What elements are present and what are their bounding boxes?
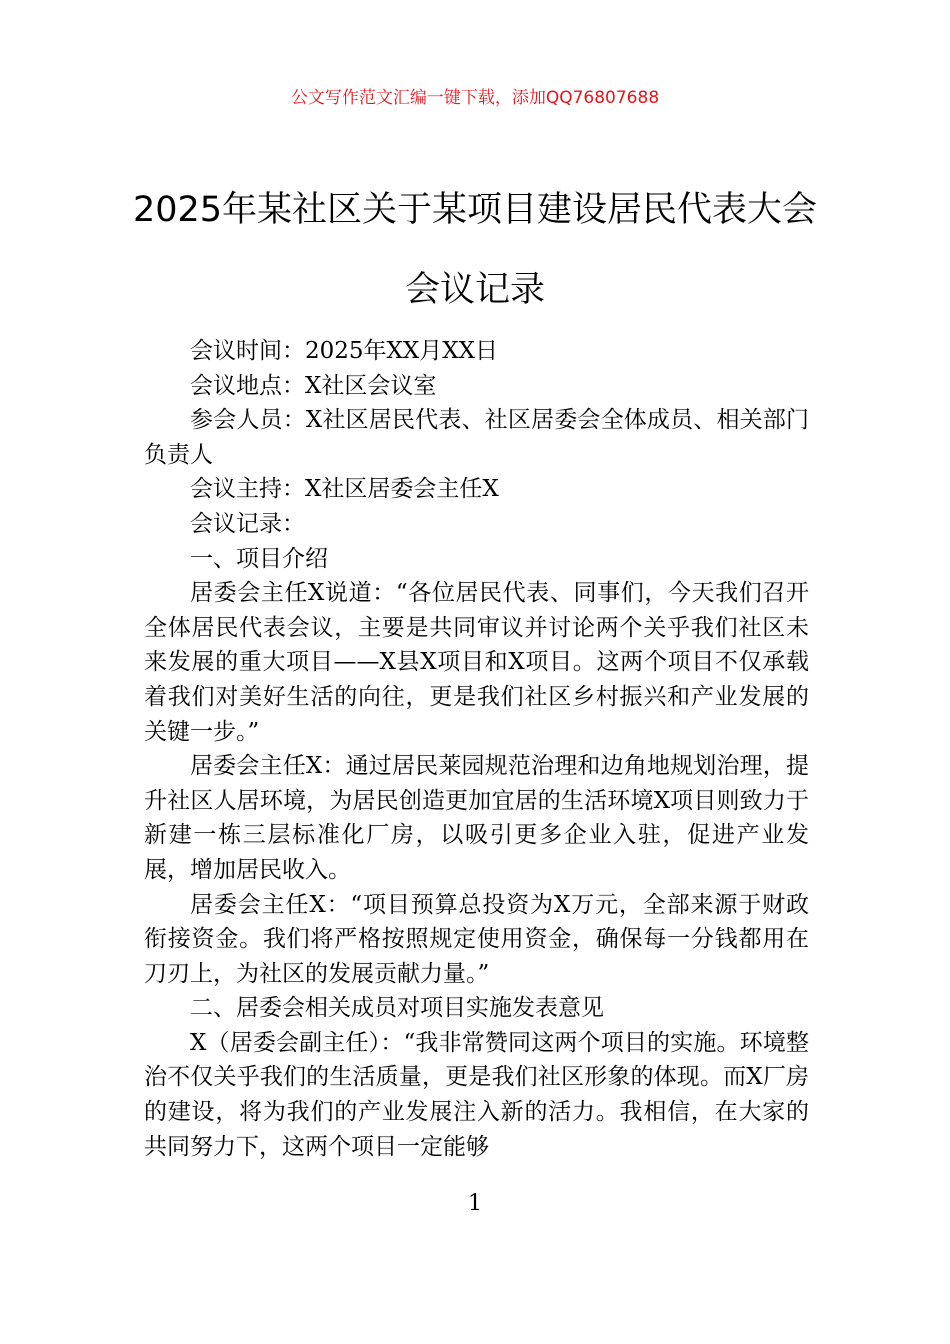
promo-banner: 公文写作范文汇编一键下载，添加QQ76807688: [290, 88, 660, 108]
section-heading-2: 二、居委会相关成员对项目实施发表意见: [190, 995, 604, 1022]
document-title: 2025年某社区关于某项目建设居民代表大会会议记录: [132, 190, 818, 310]
section-heading-1: 一、项目介绍: [190, 545, 328, 572]
document-body: [144, 334, 809, 1164]
body-paragraph: 居委会主任X：通过居民莱园规范治理和边角地规划治理，提升社区人居环境，为居民创造更加宜居的生活环境X项目则致力于新建一栋三层标准化厂房，以吸引更多企业入驻，促进产业发展，增加居民收入。: [144, 753, 809, 883]
meeting-attendees: 参会人员：X社区居民代表、社区居委会全体成员、相关部门负责人: [144, 407, 809, 468]
meeting-time: 会议时间：2025年XX月XX日: [190, 338, 499, 364]
body-paragraph: X（居委会副主任）：“我非常赞同这两个项目的实施。环境整治不仅关乎我们的生活质量，更是我们社区形象的体现。而X厂房的建设，将为我们的产业发展注入新的活力。我相信，在大家的共同努力下，这两个项目一定能够: [144, 1029, 809, 1160]
page-number: 1: [468, 1191, 482, 1216]
meeting-host: 会议主持：X社区居委会主任X: [190, 476, 499, 503]
body-paragraph: 居委会主任X：“项目预算总投资为X万元，全部来源于财政衔接资金。我们将严格按照规定使用资金，确保每一分钱都用在刀刃上，为社区的发展贡献力量。”: [144, 891, 809, 987]
body-paragraph: 居委会主任X说道：“各位居民代表、同事们，今天我们召开全体居民代表会议，主要是共同审议并讨论两个关乎我们社区未来发展的重大项目——X县X项目和X项目。这两个项目不仅承载着我们对美好生活的向往，更是我们社区乡村振兴和产业发展的关键一步。”: [144, 580, 809, 745]
meeting-record-label: 会议记录：: [190, 510, 305, 537]
meeting-location: 会议地点：X社区会议室: [190, 372, 437, 399]
